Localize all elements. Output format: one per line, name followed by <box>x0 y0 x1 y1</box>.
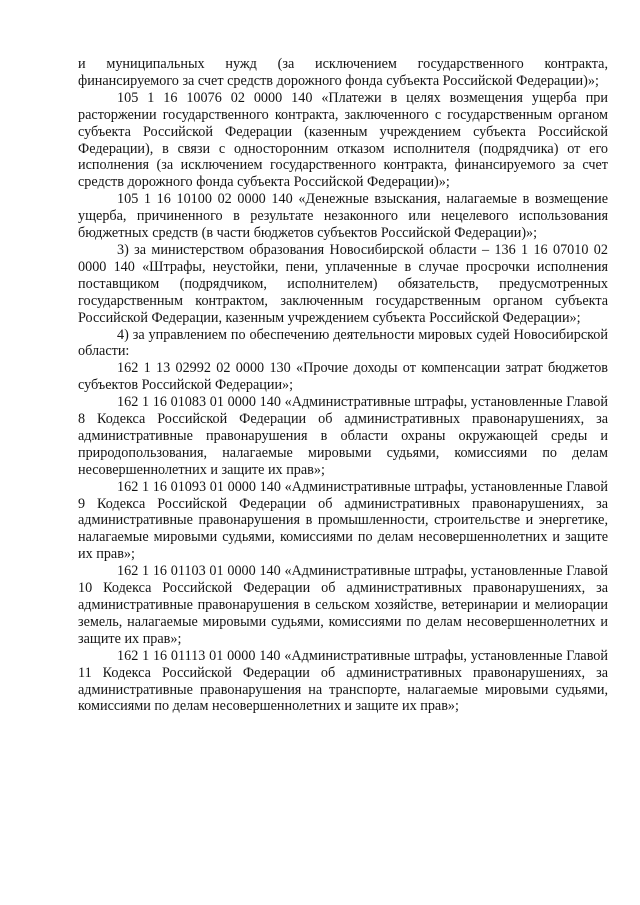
paragraph-162-1-16-01093: 162 1 16 01093 01 0000 140 «Административные штрафы, установленные Главой 9 Кодекса Российской Федерации об административных правонарушениях, за административные правонарушения в промышленности, строительстве и энергетике, налагаемые мировыми судьями, комиссиями по делам несовершеннолетних и защите их прав»; <box>78 478 608 563</box>
paragraph-continuation: и муниципальных нужд (за исключением государственного контракта, финансируемого за счет средств дорожного фонда субъекта Российской Федерации)»; <box>78 56 608 89</box>
paragraph-item-4-magistrates-office: 4) за управлением по обеспечению деятельности мировых судей Новосибирской области: <box>78 326 608 360</box>
paragraph-item-3-ministry-education: 3) за министерством образования Новосибирской области – 136 1 16 07010 02 0000 140 «Штрафы, неустойки, пени, уплаченные в случае просрочки исполнения поставщиком (подрядчиком, исполнителем) обязательств, предусмотренных государственным контрактом, заключенным государственным органом субъекта Российской Федерации, казенным учреждением субъекта Российской Федерации»; <box>78 241 608 326</box>
document-body <box>78 56 608 715</box>
paragraph-162-1-16-01083: 162 1 16 01083 01 0000 140 «Административные штрафы, установленные Главой 8 Кодекса Российской Федерации об административных правонарушениях, за административные правонарушения в области охраны окружающей среды и природопользования, налагаемые мировыми судьями, комиссиями по делам несовершеннолетних и защите их прав»; <box>78 394 608 478</box>
paragraph-105-1-16-10100: 105 1 16 10100 02 0000 140 «Денежные взыскания, налагаемые в возмещение ущерба, причиненного в результате незаконного или нецелевого использования бюджетных средств (в части бюджетов субъектов Российской Федерации)»; <box>78 191 608 242</box>
paragraph-162-1-16-01113: 162 1 16 01113 01 0000 140 «Административные штрафы, установленные Главой 11 Кодекса Российской Федерации об административных правонарушениях, за административные правонарушения на транспорте, налагаемые мировыми судьями, комиссиями по делам несовершеннолетних и защите их прав»; <box>78 647 608 715</box>
paragraph-105-1-16-10076: 105 1 16 10076 02 0000 140 «Платежи в целях возмещения ущерба при расторжении государственного контракта, заключенного с государственным органом субъекта Российской Федерации (казенным учреждением субъекта Российской Федерации), в связи с односторонним отказом исполнителя (подрядчика) от его исполнения (за исключением государственного контракта, финансируемого за счет средств дорожного фонда субъекта Российской Федерации)»; <box>78 89 608 191</box>
paragraph-162-1-13-02992: 162 1 13 02992 02 0000 130 «Прочие доходы от компенсации затрат бюджетов субъектов Российской Федерации»; <box>78 360 608 394</box>
paragraph-162-1-16-01103: 162 1 16 01103 01 0000 140 «Административные штрафы, установленные Главой 10 Кодекса Российской Федерации об административных правонарушениях, за административные правонарушения в сельском хозяйстве, ветеринарии и мелиорации земель, налагаемые мировыми судьями, комиссиями по делам несовершеннолетних и защите их прав»; <box>78 563 608 647</box>
